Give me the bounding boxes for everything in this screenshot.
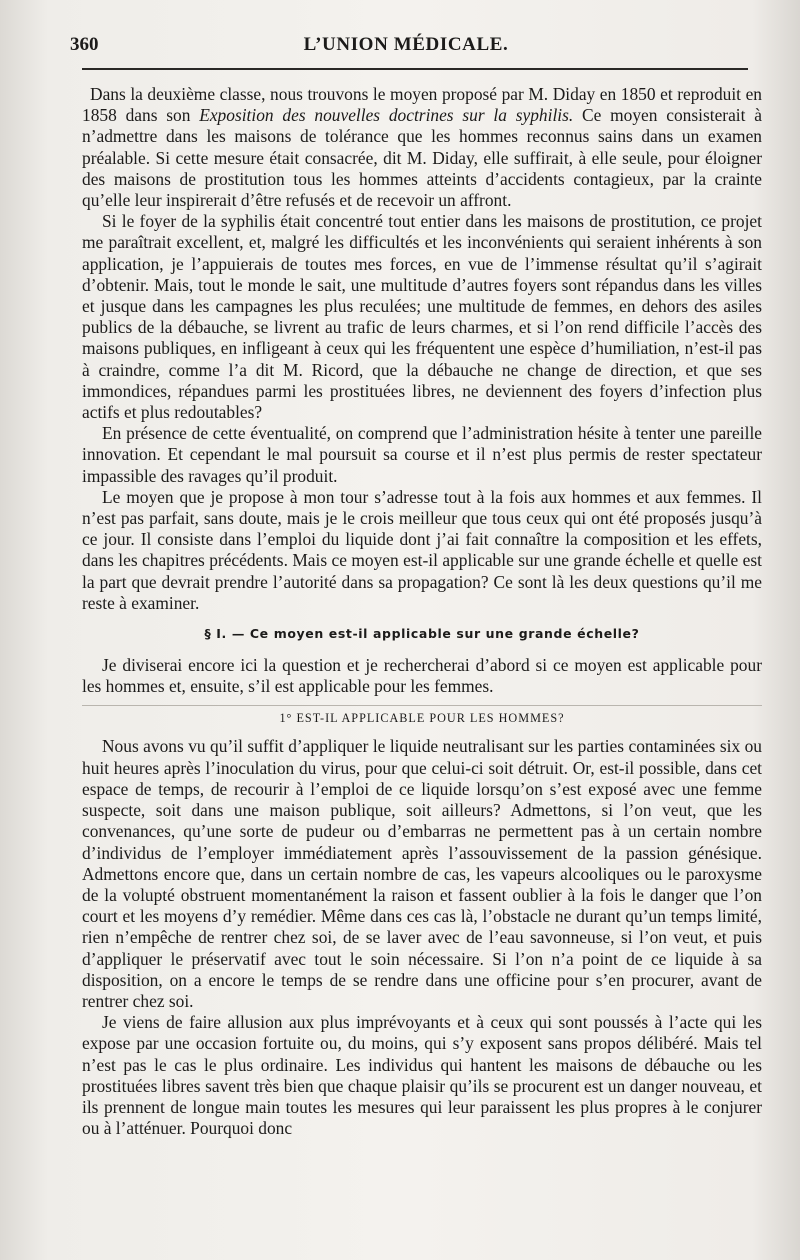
header-rule <box>82 68 748 70</box>
section-intro: Je diviserai encore ici la question et je rechercherai d’abord si ce moyen est applicable pour les hommes et, ensuite, s’il est applicable pour les femmes. <box>82 655 762 697</box>
paragraph <box>82 84 762 211</box>
page-number: 360 <box>70 34 99 55</box>
paragraph: En présence de cette éventualité, on comprend que l’administration hésite à tenter une pareille innovation. Et cependant le mal poursuit sa course et il n’est plus permis de rester spectateur impassible des ravages qu’il produit. <box>82 423 762 486</box>
page-body <box>82 78 762 1139</box>
book-title-italic: Exposition des nouvelles doctrines sur la syphilis. <box>199 105 574 126</box>
subsection-heading: 1° EST-IL APPLICABLE POUR LES HOMMES? <box>82 711 762 726</box>
paragraph: Si le foyer de la syphilis était concentré tout entier dans les maisons de prostitution, ce projet me paraîtrait excellent, et, malgré les difficultés et les inconvénients qui seraient inhérents à son application, je l’appuierais de toutes mes forces, en vue de l’immense résultat qu’il s’agirait d’obtenir. Mais, tout le monde le sait, une multitude d’autres foyers sont répandus dans les villes et jusque dans les campagnes les plus reculées; une multitude de femmes, en dehors des asiles publics de la débauche, se livrent au trafic de leurs charmes, et si l’on rend difficile l’accès des maisons publiques, en infligeant à ceux qui les fréquentent une espèce d’humiliation, n’est-il pas à craindre, comme l’a dit M. Ricord, que la débauche ne change de direction, et que ses immondices, répandues parmi les prostituées libres, ne deviennent des foyers d’infection plus actifs et plus redoutables? <box>82 211 762 423</box>
paragraph: Le moyen que je propose à mon tour s’adresse tout à la fois aux hommes et aux femmes. Il n’est pas parfait, sans doute, mais je le crois meilleur que tous ceux qui ont été proposés jusqu’à ce jour. Il consiste dans l’emploi du liquide dont j’ai fait connaître la composition et les effets, dans les chapitres précédents. Mais ce moyen est-il applicable sur une grande échelle et quelle est la part que devrait prendre l’autorité dans sa propagation? Ce sont là les deux questions qu’il me reste à examiner. <box>82 486 762 613</box>
paragraph: Je viens de faire allusion aux plus imprévoyants et à ceux qui sont poussés à l’acte qui les expose par une occasion fortuite ou, du moins, qui s’y exposent sans propos délibéré. Mais tel n’est pas le cas le plus ordinaire. Les individus qui hantent les maisons de débauche ou les prostituées libres savent très bien que chaque plaisir qu’ils se procurent est un danger nouveau, et ils prennent de longue main toutes les mesures qui leur paraissent les plus propres à le conjurer ou à l’atténuer. Pourquoi donc <box>82 1012 762 1139</box>
running-head <box>70 30 742 60</box>
paragraph-text: Dans la deuxième classe, nous trouvons le moyen proposé par M. Diday en 1850 et reproduit en 1858 dans son <box>82 84 762 126</box>
paragraph-text: Ce moyen consisterait à n’admettre dans les maisons de tolérance que les hommes reconnus sains dans un examen préalable. Si cette mesure était consacrée, dit M. Diday, elle suffirait, à elle seule, pour éloigner des maisons de prostitution tous les hommes atteints d’accidents contagieux, par la crainte qu’elle leur inspirerait d’être refusés et de recevoir un affront. <box>82 105 762 211</box>
section-heading: § I. — Ce moyen est-il applicable sur une grande échelle? <box>204 626 640 642</box>
paragraph: Nous avons vu qu’il suffit d’appliquer le liquide neutralisant sur les parties contaminées six ou huit heures après l’inoculation du virus, pour que celui-ci soit détruit. Or, est-il possible, dans cet espace de temps, de recourir à l’emploi de ce liquide lorsqu’on s’est exposé avec une femme suspecte, soit dans une maison publique, soit ailleurs? Admettons, si l’on veut, que les convenances, qu’une sorte de pudeur ou d’embarras ne permettent pas à un certain nombre d’individus de l’employer immédiatement après l’assouvissement de la passion génésique. Admettons encore que, dans un certain nombre de cas, les vapeurs alcooliques ou le paroxysme de la volupté obstruent momentanément la raison et fassent oublier à la fois le danger que l’on court et les moyens d’y remédier. Même dans ces cas là, l’obstacle ne durant qu’un temps limité, rien n’empêche de rentrer chez soi, de se laver avec de l’eau savonneuse, si l’on veut, et puis d’appliquer le préservatif avec tout le soin nécessaire. Si l’on n’a point de ce liquide à sa disposition, on a encore le temps de se rendre dans une officine pour s’en procurer, avant de rentrer chez soi. <box>82 736 762 1011</box>
journal-title: L’UNION MÉDICALE. <box>303 34 509 55</box>
